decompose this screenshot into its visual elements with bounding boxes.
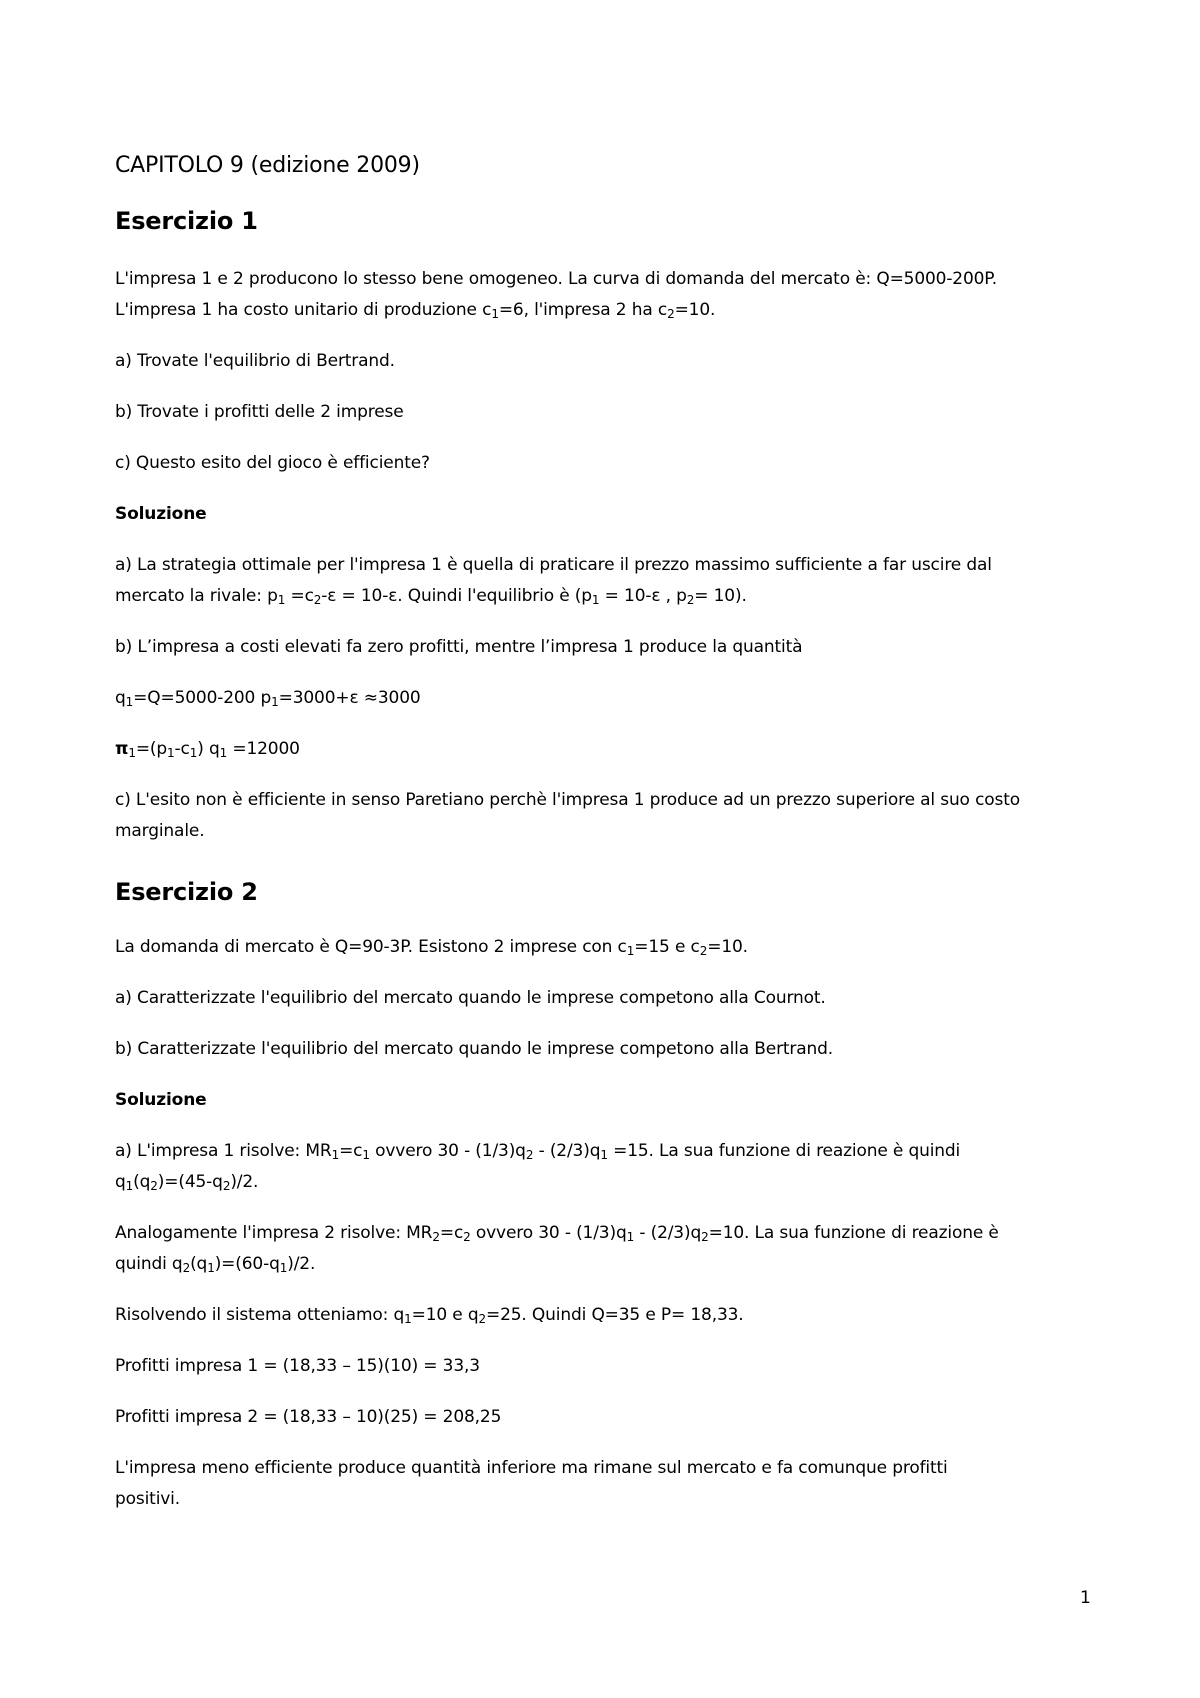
ex2-profit-firm-2: Profitti impresa 2 = (18,33 – 10)(25) = 208,25 [115, 1407, 502, 1427]
ex1-question-a: a) Trovate l'equilibrio di Bertrand. [115, 351, 395, 371]
ex1-solution-b-profit: $\pi_1=(p_1-c_1)$ $q_1 =12000$ [115, 739, 300, 760]
ex1-intro-line-1: L'impresa 1 e 2 producono lo stesso bene omogeneo. La curva di domanda del mercato è: Q=5000-200P. [115, 269, 998, 289]
ex1-solution-a-line-2: mercato la rivale: $p_1 =c_2-\varepsilon = 10-\varepsilon$. Quindi l'equilibrio è ($p_1 = 10-\varepsilon$ , $p_2= 10$). [115, 586, 747, 607]
ex1-question-b: b) Trovate i profitti delle 2 imprese [115, 402, 404, 422]
ex1-question-c: c) Questo esito del gioco è efficiente? [115, 453, 430, 473]
ex1-solution-c-line-2: marginale. [115, 821, 205, 841]
ex2-conclusion-line-2: positivi. [115, 1489, 180, 1509]
ex2-solution-a-line-2: $q_1(q_2)=(45-q_2)/2$. [115, 1172, 259, 1193]
ex2-conclusion-line-1: L'impresa meno efficiente produce quantità inferiore ma rimane sul mercato e fa comunque profitti [115, 1458, 948, 1478]
exercise-1-title: Esercizio 1 [115, 207, 258, 235]
ex1-solution-a-line-1: a) La strategia ottimale per l'impresa 1 è quella di praticare il prezzo massimo sufficiente a far uscire dal [115, 555, 992, 575]
page-number: 1 [1080, 1588, 1091, 1608]
ex2-solution-a2-line-1: Analogamente l'impresa 2 risolve: $MR_2=c_2$ ovvero $30 - (1/3)q_1 - (2/3)q_2=10$. La sua funzione di reazione è [115, 1223, 999, 1244]
ex2-question-a: a) Caratterizzate l'equilibrio del mercato quando le imprese competono alla Cournot. [115, 988, 826, 1008]
ex1-solution-b-line-1: b) L’impresa a costi elevati fa zero profitti, mentre l’impresa 1 produce la quantità [115, 637, 803, 657]
ex2-question-b: b) Caratterizzate l'equilibrio del mercato quando le imprese competono alla Bertrand. [115, 1039, 834, 1059]
ex1-intro-line-2: L'impresa 1 ha costo unitario di produzione $c_1=6$, l'impresa 2 ha $c_2=10$. [115, 300, 716, 321]
chapter-title: CAPITOLO 9 (edizione 2009) [115, 153, 420, 178]
exercise-2-title: Esercizio 2 [115, 878, 258, 906]
ex2-solution-label: Soluzione [115, 1090, 207, 1110]
ex2-system-result: Risolvendo il sistema otteniamo: $q_1=10$ e $q_2=25$. Quindi Q=35 e P= 18,33. [115, 1305, 744, 1326]
ex2-intro: La domanda di mercato è Q=90-3P. Esistono 2 imprese con $c_1=15$ e $c_2=10$. [115, 937, 748, 958]
ex1-solution-b-quantity: $q_1=Q=5000-200$ $p_1=3000+\varepsilon \approx 3000$ [115, 688, 421, 709]
ex2-profit-firm-1: Profitti impresa 1 = (18,33 – 15)(10) = 33,3 [115, 1356, 480, 1376]
ex2-solution-a2-line-2: quindi $q_2(q_1)=(60-q_1)/2$. [115, 1254, 316, 1275]
ex1-solution-c-line-1: c) L'esito non è efficiente in senso Paretiano perchè l'impresa 1 produce ad un prezzo superiore al suo costo [115, 790, 1020, 810]
ex2-solution-a-line-1: a) L'impresa 1 risolve: $MR_1=c_1$ ovvero $30 - (1/3)q_2 - (2/3)q_1 =15$. La sua funzione di reazione è quindi [115, 1141, 961, 1162]
ex1-solution-label: Soluzione [115, 504, 207, 524]
